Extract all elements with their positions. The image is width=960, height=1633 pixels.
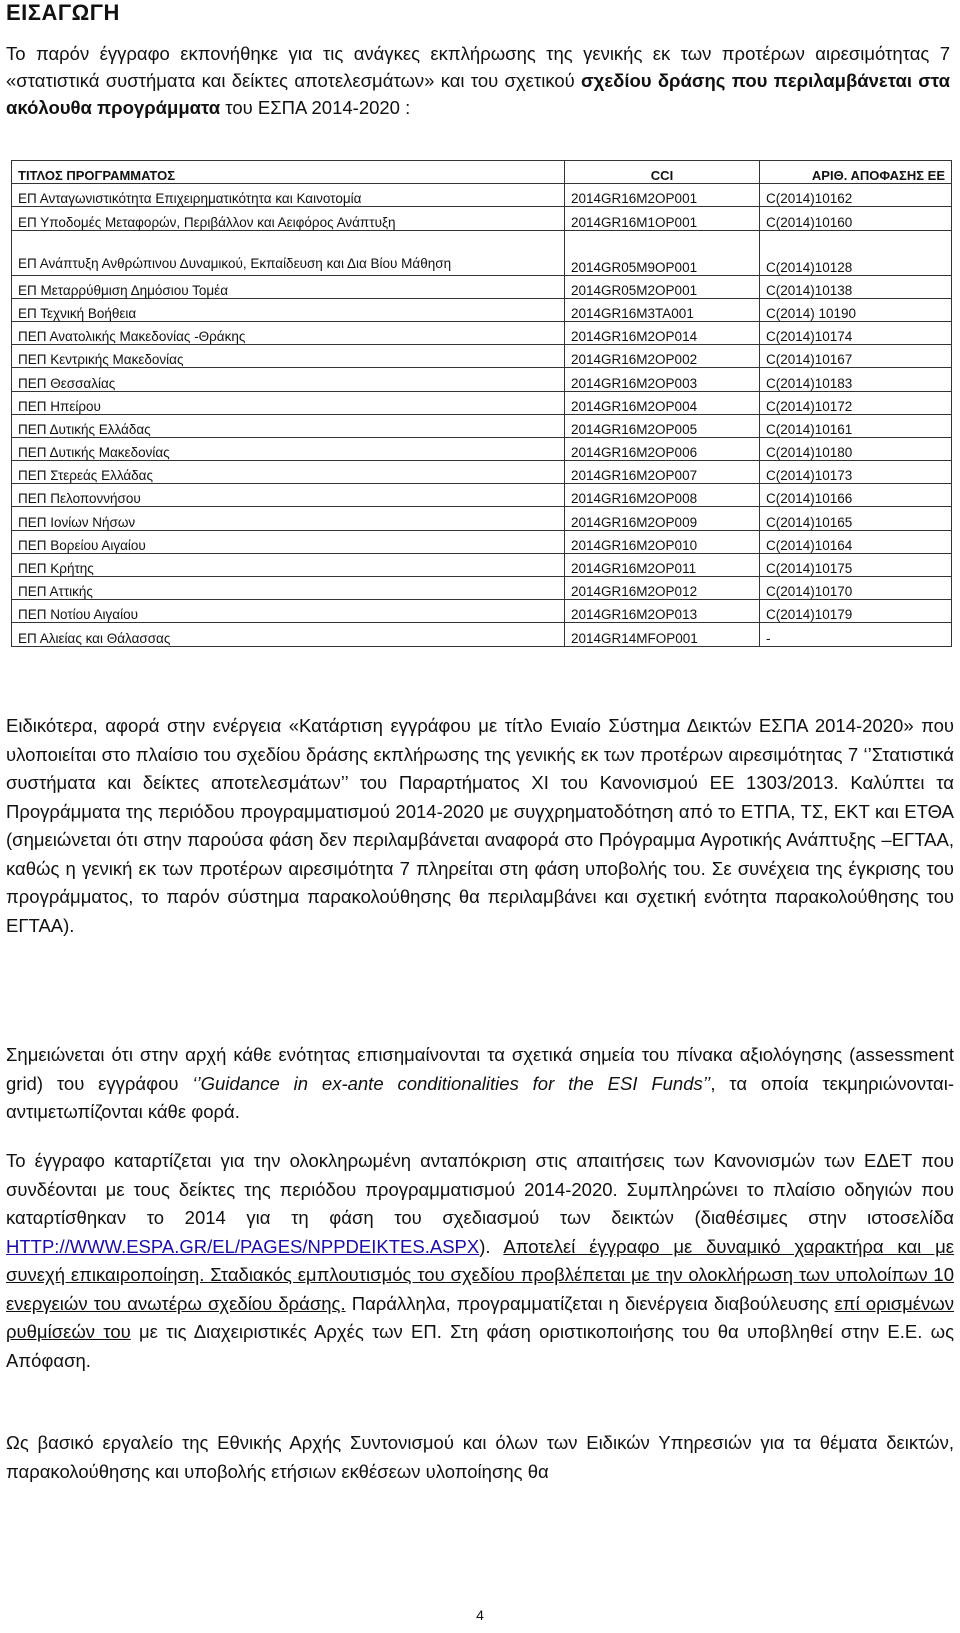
table-row (12, 553, 952, 576)
decision-cell: - (760, 623, 952, 646)
decision-cell: C(2014)10170 (760, 577, 952, 600)
cci-cell: 2014GR16M2OP006 (565, 437, 760, 460)
program-title-cell: ΠΕΠ Ηπείρου (12, 391, 565, 414)
table-row (12, 623, 952, 646)
program-title-cell: ΠΕΠ Στερεάς Ελλάδας (12, 461, 565, 484)
page-number: 4 (476, 1607, 484, 1623)
p2-text-1: Σημειώνεται ότι στην αρχή κάθε ενότητας επισημαίνονται τα σχετικά σημεία του πίνακα αξιολόγησης (assessment grid) του εγγράφου (6, 1044, 954, 1094)
p2-guidance-title: ‘’Guidance in ex-ante conditionalities for the ESI Funds’’ (192, 1072, 711, 1094)
decision-cell: C(2014)10172 (760, 391, 952, 414)
program-title-cell: ΠΕΠ Ανατολικής Μακεδονίας -Θράκης (12, 321, 565, 344)
program-title-cell: ΠΕΠ Πελοποννήσου (12, 484, 565, 507)
cci-cell: 2014GR16M2OP008 (565, 484, 760, 507)
decision-cell: C(2014)10174 (760, 321, 952, 344)
paragraph-scope: Ειδικότερα, αφορά στην ενέργεια «Κατάρτιση εγγράφου με τίτλο Ενιαίο Σύστημα Δεικτών ΕΣΠΑ 2014-2020» που υλοποιείται στο πλαίσιο του σχεδίου δράσης εκπλήρωσης της γενικής εκ των προτέρων αιρεσιμότητας 7 ‘’Στατιστικά συστήματα και δείκτες αποτελεσμάτων’’ του Παραρτήματος ΧΙ του Κανονισμού ΕΕ 1303/2013. Καλύπτει τα Προγράμματα της περιόδου προγραμματισμού 2014-2020 με συγχρηματοδότηση από το ΕΤΠΑ, ΤΣ, ΕΚΤ και ΕΤΘΑ (σημειώνεται ότι στην παρούσα φάση δεν περιλαμβάνεται αναφορά στο Πρόγραμμα Αγροτικής Ανάπτυξης –ΕΓΤΑΑ, καθώς η γενική εκ των προτέρων αιρεσιμότητα 7 πληρείται στη φάση υποβολής του. Σε συνέχεια της έγκρισης του προγράμματος, το παρόν σύστημα παρακολούθησης θα περιλαμβάνει και σχετική ενότητα παρακολούθησης του ΕΓΤΑΑ). (6, 715, 954, 936)
table-row (12, 184, 952, 207)
decision-cell: C(2014)10183 (760, 368, 952, 391)
program-title-cell: ΕΠ Αλιείας και Θάλασσας (12, 623, 565, 646)
cci-cell: 2014GR05M9OP001 (565, 230, 760, 275)
header-decision: ΑΡΙΘ. ΑΠΟΦΑΣΗΣ ΕΕ (760, 161, 952, 184)
cci-cell: 2014GR16M2OP002 (565, 345, 760, 368)
cci-cell: 2014GR16M2OP010 (565, 530, 760, 553)
table-row (12, 461, 952, 484)
program-title-cell: ΠΕΠ Νοτίου Αιγαίου (12, 600, 565, 623)
cci-cell: 2014GR16M2OP007 (565, 461, 760, 484)
decision-cell: C(2014)10180 (760, 437, 952, 460)
p3-text-2: ). (479, 1235, 504, 1257)
program-title-cell: ΠΕΠ Ιονίων Νήσων (12, 507, 565, 530)
cci-cell: 2014GR16M2OP005 (565, 414, 760, 437)
cci-cell: 2014GR16M2OP009 (565, 507, 760, 530)
table-body (12, 184, 952, 646)
decision-cell: C(2014)10161 (760, 414, 952, 437)
program-title-cell: ΠΕΠ Κρήτης (12, 553, 565, 576)
section-heading: ΕΙΣΑΓΩΓΗ (6, 0, 120, 25)
cci-cell: 2014GR16M2OP003 (565, 368, 760, 391)
table-row (12, 414, 952, 437)
espa-link[interactable]: HTTP://WWW.ESPA.GR/EL/PAGES/NPPDEIKTES.ASPX (6, 1235, 480, 1257)
program-title-cell: ΕΠ Τεχνική Βοήθεια (12, 298, 565, 321)
program-title-cell: ΠΕΠ Βορείου Αιγαίου (12, 530, 565, 553)
table-row (12, 507, 952, 530)
cci-cell: 2014GR16M1OP001 (565, 207, 760, 230)
table-row (12, 298, 952, 321)
program-title-cell: ΕΠ Ανταγωνιστικότητα Επιχειρηματικότητα και Καινοτομία (12, 184, 565, 207)
table-row (12, 345, 952, 368)
p3-text-3: Παράλληλα, προγραμματίζεται η διενέργεια διαβούλευσης (345, 1292, 835, 1314)
cci-cell: 2014GR14MFOP001 (565, 623, 760, 646)
table-row (12, 530, 952, 553)
decision-cell: C(2014)10138 (760, 275, 952, 298)
program-title-cell: ΠΕΠ Θεσσαλίας (12, 368, 565, 391)
cci-cell: 2014GR16M2OP012 (565, 577, 760, 600)
program-title-cell: ΠΕΠ Δυτικής Μακεδονίας (12, 437, 565, 460)
p3-text-1: Το έγγραφο καταρτίζεται για την ολοκληρωμένη ανταπόκριση στις απαιτήσεις των Κανονισμών των ΕΔΕΤ που συνδέονται με τους δείκτες της περιόδου προγραμματισμού 2014-2020. Συμπληρώνει το πλαίσιο οδηγιών που καταρτίσθηκαν το 2014 για τη φάση του σχεδιασμού των δεικτών (διαθέσιμες στην ιστοσελίδα (6, 1150, 954, 1228)
table-row (12, 275, 952, 298)
program-title-cell: ΠΕΠ Κεντρικής Μακεδονίας (12, 345, 565, 368)
decision-cell: C(2014)10179 (760, 600, 952, 623)
intro-text-2: του ΕΣΠΑ 2014-2020 : (220, 97, 411, 118)
cci-cell: 2014GR16M2OP004 (565, 391, 760, 414)
table-row (12, 437, 952, 460)
decision-cell: C(2014)10167 (760, 345, 952, 368)
decision-cell: C(2014)10165 (760, 507, 952, 530)
table-row (12, 368, 952, 391)
p3-underlined-1: Αποτελεί έγγραφο με δυναμικό χαρακτήρα και με συνεχή επικαιροποίηση. Σταδιακός εμπλουτισμός του σχεδίου προβλέπεται με την ολοκλήρωση των υπολοίπων 10 ενεργειών του ανωτέρω σχεδίου δράσης. (6, 1235, 955, 1314)
decision-cell: C(2014)10173 (760, 461, 952, 484)
table-row (12, 321, 952, 344)
table-header-row (12, 161, 952, 184)
program-title-cell: ΕΠ Μεταρρύθμιση Δημόσιου Τομέα (12, 275, 565, 298)
decision-cell: C(2014)10175 (760, 553, 952, 576)
cci-cell: 2014GR16M2OP011 (565, 553, 760, 576)
decision-cell: C(2014)10128 (760, 230, 952, 275)
table-row (12, 600, 952, 623)
decision-cell: C(2014)10166 (760, 484, 952, 507)
p3-text-4: με τις Διαχειριστικές Αρχές των ΕΠ. Στη φάση οριστικοποιήσης του θα υποβληθεί στην Ε.Ε. ως Απόφαση. (6, 1321, 954, 1371)
decision-cell: C(2014) 10190 (760, 298, 952, 321)
table-row (12, 484, 952, 507)
decision-cell: C(2014)10160 (760, 207, 952, 230)
table-row (12, 577, 952, 600)
header-cci: CCI (565, 161, 760, 184)
program-title-cell: ΕΠ Ανάπτυξη Ανθρώπινου Δυναμικού, Εκπαίδευση και Δια Βίου Μάθηση (12, 230, 565, 275)
cci-cell: 2014GR16M3TA001 (565, 298, 760, 321)
program-title-cell: ΠΕΠ Αττικής (12, 577, 565, 600)
program-title-cell: ΠΕΠ Δυτικής Ελλάδας (12, 414, 565, 437)
paragraph-main-tool: Ως βασικό εργαλείο της Εθνικής Αρχής Συντονισμού και όλων των Ειδικών Υπηρεσιών για τα θέματα δεικτών, παρακολούθησης και υποβολής ετήσιων εκθέσεων υλοποίησης θα (6, 1432, 954, 1482)
table-row (12, 230, 952, 275)
program-title-cell: ΕΠ Υποδομές Μεταφορών, Περιβάλλον και Αειφόρος Ανάπτυξη (12, 207, 565, 230)
intro-text-1: Το παρόν έγγραφο εκπονήθηκε για τις ανάγκες εκπλήρωσης της γενικής εκ των προτέρων αιρεσιμότητας 7 «στατιστικά συστήματα και δείκτες αποτελεσμάτων» και του σχετικού (6, 43, 950, 91)
p2-text-2: , τα οποία τεκμηριώνονται-αντιμετωπίζονται κάθε φορά. (6, 1072, 955, 1122)
table-row (12, 391, 952, 414)
paragraph-assessment-grid (6, 1041, 954, 1127)
cci-cell: 2014GR16M2OP014 (565, 321, 760, 344)
header-title: ΤΙΤΛΟΣ ΠΡΟΓΡΑΜΜΑΤΟΣ (12, 161, 565, 184)
intro-text-bold: σχεδίου δράσης που περιλαμβάνεται στα ακόλουθα προγράμματα (6, 70, 950, 118)
intro-paragraph (6, 40, 950, 121)
paragraph-document-purpose (6, 1147, 954, 1375)
cci-cell: 2014GR16M2OP001 (565, 184, 760, 207)
decision-cell: C(2014)10164 (760, 530, 952, 553)
p3-underlined-2: επί ορισμένων ρυθμίσεών του (6, 1292, 954, 1342)
table-row (12, 207, 952, 230)
cci-cell: 2014GR16M2OP013 (565, 600, 760, 623)
decision-cell: C(2014)10162 (760, 184, 952, 207)
cci-cell: 2014GR05M2OP001 (565, 275, 760, 298)
programs-table (11, 160, 952, 647)
